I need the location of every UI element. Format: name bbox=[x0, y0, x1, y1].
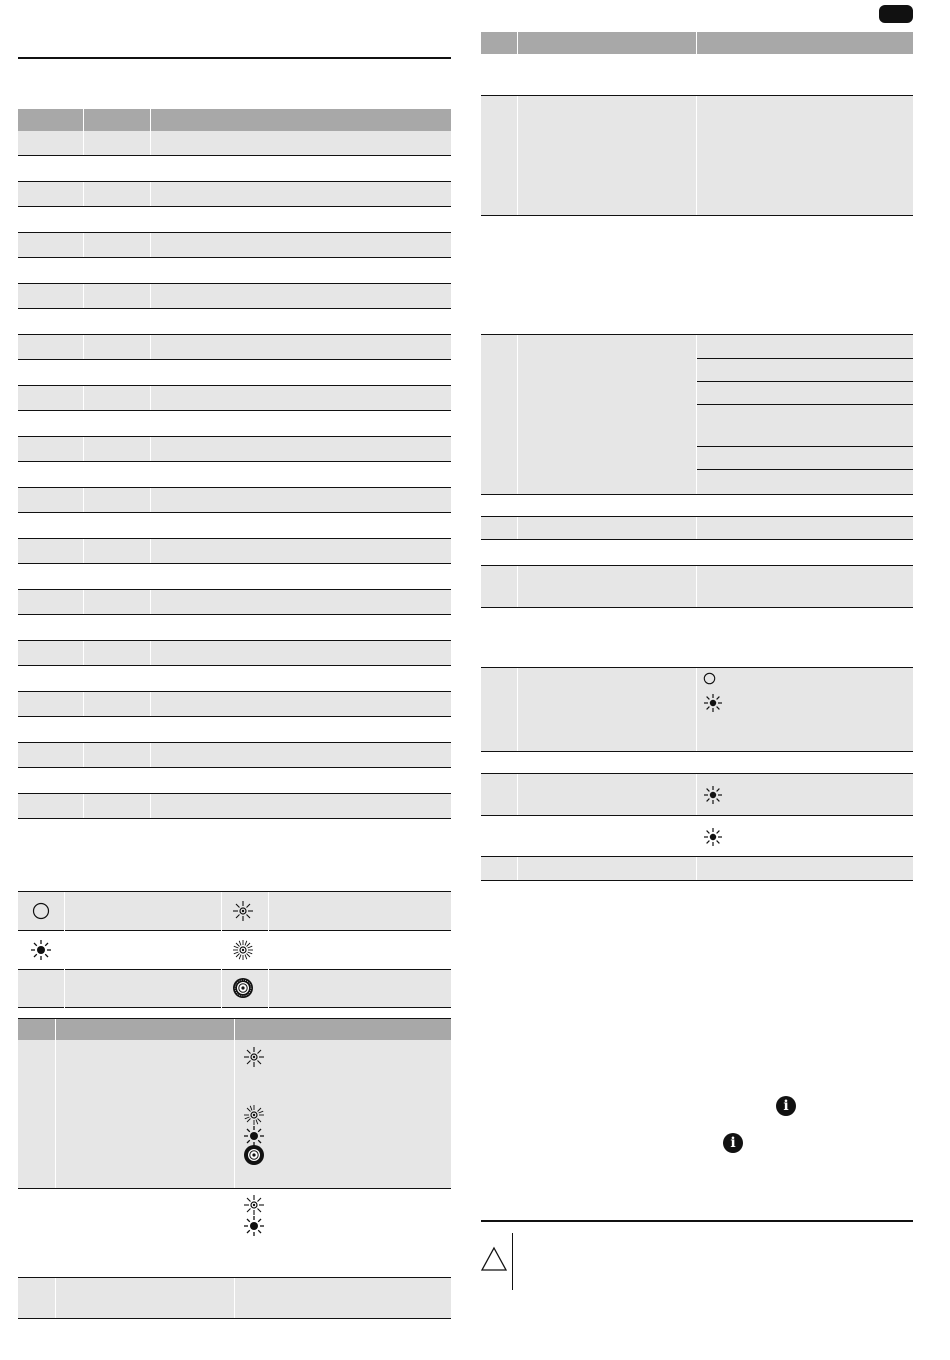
error-row-group bbox=[481, 334, 913, 495]
warning-divider bbox=[512, 1233, 513, 1290]
error-row-6 bbox=[481, 566, 913, 608]
table-row bbox=[18, 386, 451, 411]
led-on-icon bbox=[30, 939, 52, 961]
led-on-icon bbox=[243, 1215, 265, 1237]
led-off-icon bbox=[32, 902, 50, 920]
error-row-4 bbox=[481, 517, 913, 540]
table-row bbox=[18, 207, 451, 233]
language-badge bbox=[879, 5, 913, 23]
table-row bbox=[18, 615, 451, 641]
warning-triangle-icon bbox=[480, 1246, 508, 1272]
left-title-rule bbox=[18, 57, 451, 59]
table-row bbox=[18, 641, 451, 666]
error-row-9 bbox=[481, 774, 913, 816]
table-row bbox=[18, 768, 451, 794]
table-row bbox=[18, 182, 451, 207]
led-on-icon bbox=[703, 693, 723, 713]
status-row-1 bbox=[18, 1040, 451, 1189]
led-blink-fast-icon bbox=[232, 939, 254, 961]
led-blink-slow-icon bbox=[232, 900, 254, 922]
table-row bbox=[18, 564, 451, 590]
table-row bbox=[18, 156, 451, 182]
table-row bbox=[18, 258, 451, 284]
error-row-1 bbox=[481, 54, 913, 96]
table-row bbox=[18, 539, 451, 564]
status-table-header bbox=[18, 1018, 451, 1041]
error-table-header bbox=[481, 32, 913, 54]
status-row-3 bbox=[18, 1278, 451, 1319]
info-icon: i bbox=[776, 1096, 796, 1116]
param-table-header bbox=[18, 109, 451, 131]
table-row bbox=[18, 692, 451, 717]
error-row-3 bbox=[481, 494, 913, 517]
table-row bbox=[18, 666, 451, 692]
error-row-11 bbox=[481, 857, 913, 881]
table-row bbox=[18, 437, 451, 462]
led-pulse-icon bbox=[232, 977, 254, 999]
table-row bbox=[18, 309, 451, 335]
table-row bbox=[18, 284, 451, 309]
table-row bbox=[18, 233, 451, 258]
led-legend-table bbox=[18, 891, 451, 1008]
table-row bbox=[18, 743, 451, 768]
error-row-8 bbox=[481, 751, 913, 774]
led-blink-fast-icon bbox=[243, 1104, 265, 1126]
led-blink-slow-icon bbox=[243, 1046, 265, 1068]
table-row bbox=[18, 360, 451, 386]
table-row bbox=[18, 513, 451, 539]
table-row bbox=[18, 462, 451, 488]
table-row bbox=[18, 411, 451, 437]
left-section-title bbox=[18, 35, 451, 53]
table-row bbox=[18, 794, 451, 819]
error-row-7 bbox=[481, 667, 913, 752]
error-row-10 bbox=[481, 816, 913, 857]
led-on-icon bbox=[703, 827, 723, 847]
status-row-2 bbox=[18, 1189, 451, 1278]
led-pulse-icon bbox=[243, 1144, 265, 1166]
table-row bbox=[18, 590, 451, 615]
warning-rule bbox=[481, 1220, 913, 1222]
table-row bbox=[18, 131, 451, 156]
table-row bbox=[18, 335, 451, 360]
info-icon: i bbox=[723, 1133, 743, 1153]
table-row bbox=[18, 717, 451, 743]
param-table bbox=[18, 131, 451, 819]
error-row-5 bbox=[481, 540, 913, 566]
led-blink-slow-icon bbox=[243, 1194, 265, 1216]
led-off-icon bbox=[703, 672, 716, 685]
led-on-icon bbox=[703, 785, 723, 805]
error-row-2 bbox=[481, 96, 913, 216]
table-row bbox=[18, 488, 451, 513]
